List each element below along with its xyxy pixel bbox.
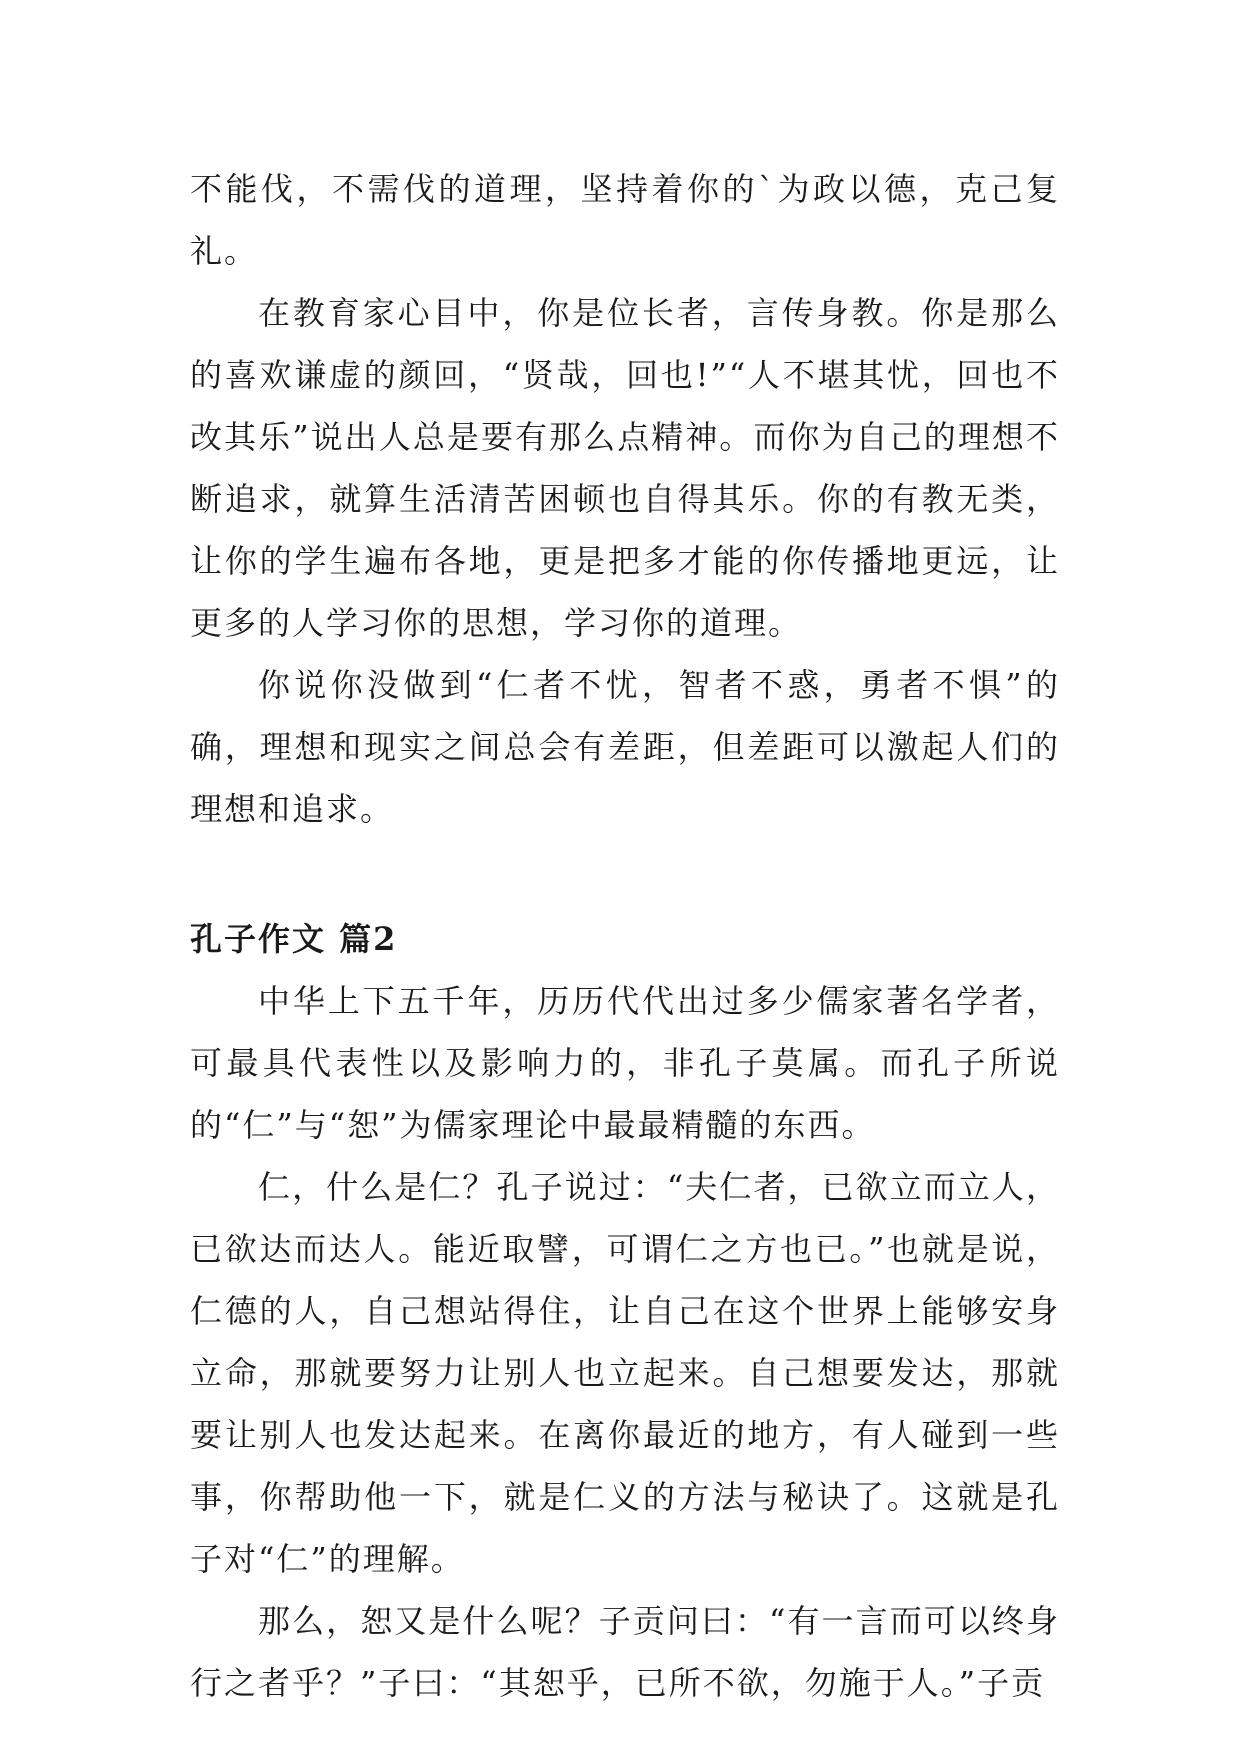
paragraph-continuation: 不能伐，不需伐的道理，坚持着你的`为政以德，克己复礼。 xyxy=(190,170,1060,270)
document-page xyxy=(190,158,1060,1714)
paragraph-intro: 中华上下五千年，历历代代出过多少儒家著名学者，可最具代表性以及影响力的，非孔子莫属。而孔子所说的“仁”与“恕”为儒家理论中最最精髓的东西。 xyxy=(190,982,1060,1144)
paragraph-shu: 那么，恕又是什么呢？子贡问曰：“有一言而可以终身行之者乎？”子曰：“其恕乎，已所不欲，勿施于人。”子贡 xyxy=(190,1602,1060,1702)
paragraph-ren: 仁，什么是仁？孔子说过：“夫仁者，已欲立而立人，已欲达而达人。能近取譬，可谓仁之方也已。”也就是说，仁德的人，自己想站得住，让自己在这个世界上能够安身立命，那就要努力让别人也立起来。自己想要发达，那就要让别人也发达起来。在离你最近的地方，有人碰到一些事，你帮助他一下，就是仁义的方法与秘诀了。这就是孔子对“仁”的理解。 xyxy=(190,1168,1060,1578)
section-title: 孔子作文 篇2 xyxy=(190,920,398,958)
paragraph-ideal: 你说你没做到“仁者不忧，智者不惑，勇者不惧”的确，理想和现实之间总会有差距，但差距可以激起人们的理想和追求。 xyxy=(190,666,1060,828)
paragraph-educator: 在教育家心目中，你是位长者，言传身教。你是那么的喜欢谦虚的颜回，“贤哉，回也!”“人不堪其忧，回也不改其乐”说出人总是要有那么点精神。而你为自己的理想不断追求，就算生活清苦困顿也自得其乐。你的有教无类，让你的学生遍布各地，更是把多才能的你传播地更远，让更多的人学习你的思想，学习你的道理。 xyxy=(190,294,1060,642)
